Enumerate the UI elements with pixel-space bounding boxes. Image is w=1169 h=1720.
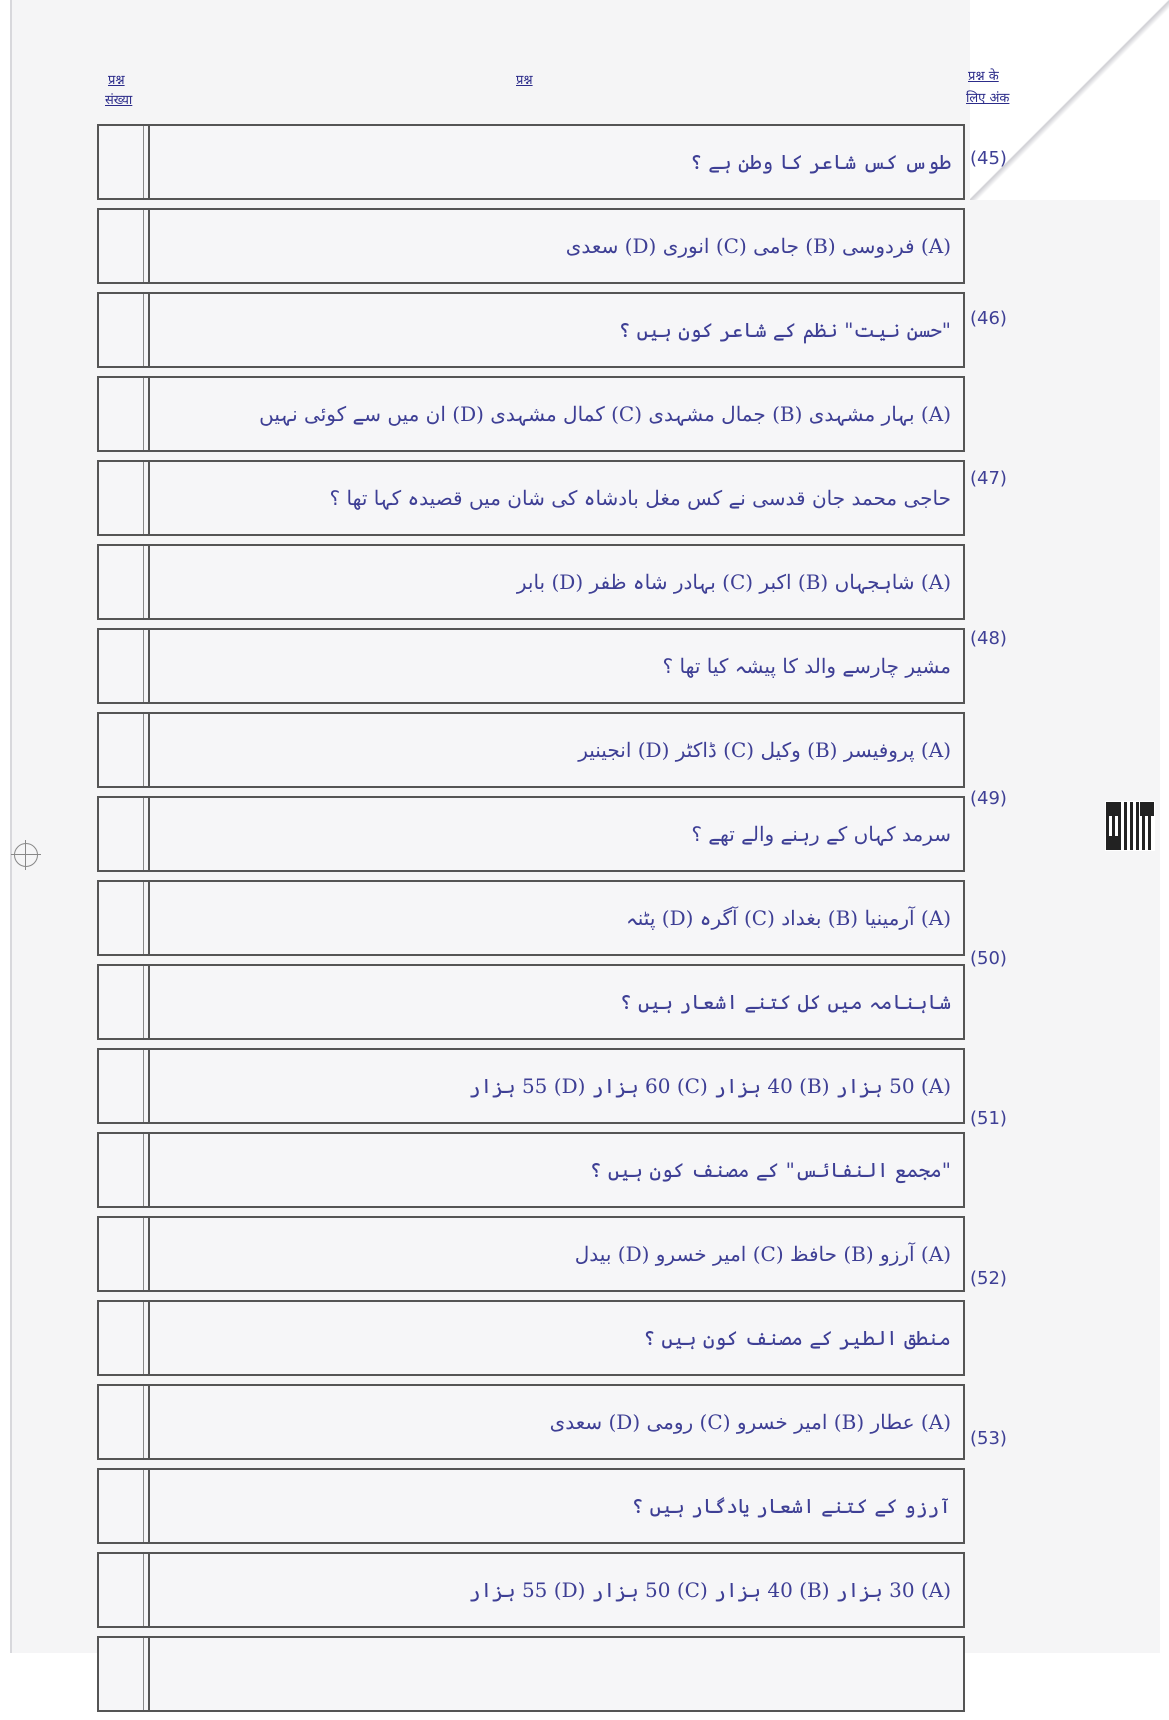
- header-marks-label: प्रश्न के: [968, 69, 999, 84]
- marks-cell: [99, 882, 150, 954]
- row-text: (A) فردوسی (B) جامی (C) انوری (D) سعدی: [565, 234, 951, 258]
- question-row: [97, 1216, 965, 1292]
- question-row: [97, 1300, 965, 1376]
- qr-code-icon: [1105, 801, 1155, 851]
- question-row: [97, 124, 965, 200]
- question-number: (49): [970, 788, 1007, 809]
- row-text: (A) بہار مشہدی (B) جمال مشہدی (C) کمال مشہدی (D) ان میں سے کوئی نہیں: [259, 402, 951, 426]
- row-text: [151, 1638, 963, 1710]
- row-text: (A) آرزو (B) حافظ (C) امیر خسرو (D) بیدل: [574, 1242, 951, 1266]
- marks-cell: [99, 1554, 150, 1626]
- row-text: (A) عطار (B) امیر خسرو (C) رومی (D) سعدی: [549, 1410, 951, 1434]
- question-row: [97, 292, 965, 368]
- marks-cell: [99, 966, 150, 1038]
- marks-cell: [99, 1470, 150, 1542]
- row-text: آرزو کے کتنے اشعار یادگار ہیں ؟: [631, 1494, 951, 1518]
- row-text: طوس کس شاعر کا وطن ہے ؟: [690, 150, 951, 174]
- header-question-number-label-2: संख्या: [105, 93, 133, 108]
- row-text: "حسن نیت" نظم کے شاعر کون ہیں ؟: [618, 318, 951, 342]
- question-row: [97, 628, 965, 704]
- question-row: [97, 1468, 965, 1544]
- row-text: سرمد کہاں کے رہنے والے تھے ؟: [691, 822, 951, 846]
- question-row: [97, 208, 965, 284]
- question-number: (46): [970, 308, 1007, 329]
- row-text: مشیر چارسے والد کا پیشہ کیا تھا ؟: [662, 654, 951, 678]
- question-row: [97, 964, 965, 1040]
- row-text: "مجمع النفائس" کے مصنف کون ہیں ؟: [589, 1158, 951, 1182]
- row-text: (A) 50 ہزار (B) 40 ہزار (C) 60 ہزار (D) 55 ہزار: [468, 1074, 951, 1098]
- header-marks-label-2: लिए अंक: [966, 91, 1010, 106]
- question-row: [97, 1552, 965, 1628]
- row-text: شاہنامہ میں کل کتنے اشعار ہیں ؟: [619, 990, 951, 1014]
- marks-cell: [99, 210, 150, 282]
- marks-cell: [99, 378, 150, 450]
- registration-mark-icon: [14, 843, 38, 867]
- marks-cell: [99, 630, 150, 702]
- marks-cell: [99, 462, 150, 534]
- marks-cell: [99, 1302, 150, 1374]
- question-row: [97, 1384, 965, 1460]
- question-grid: [97, 124, 965, 1720]
- row-text: (A) پروفیسر (B) وکیل (C) ڈاکٹر (D) انجینیر: [578, 738, 951, 762]
- row-text: منطق الطیر کے مصنف کون ہیں ؟: [643, 1326, 951, 1350]
- row-text: (A) 30 ہزار (B) 40 ہزار (C) 50 ہزار (D) 55 ہزار: [468, 1578, 951, 1602]
- question-row: [97, 1048, 965, 1124]
- question-row: [97, 1132, 965, 1208]
- question-row: [97, 796, 965, 872]
- marks-cell: [99, 546, 150, 618]
- question-number: (48): [970, 628, 1007, 649]
- question-number: (52): [970, 1268, 1007, 1289]
- marks-cell: [99, 1050, 150, 1122]
- header-question-label: प्रश्न: [516, 73, 533, 88]
- question-number: (50): [970, 948, 1007, 969]
- row-text: (A) شاہجہاں (B) اکبر (C) بہادر شاہ ظفر (D) بابر: [516, 570, 951, 594]
- marks-cell: [99, 126, 150, 198]
- question-row: [97, 880, 965, 956]
- marks-cell: [99, 1638, 150, 1710]
- question-row: [97, 1636, 965, 1712]
- question-number: (45): [970, 148, 1007, 169]
- question-number: (47): [970, 468, 1007, 489]
- marks-cell: [99, 798, 150, 870]
- marks-cell: [99, 1218, 150, 1290]
- marks-cell: [99, 714, 150, 786]
- header-question-number-label: प्रश्न: [108, 73, 125, 88]
- question-row: [97, 460, 965, 536]
- marks-cell: [99, 1134, 150, 1206]
- question-number: (51): [970, 1108, 1007, 1129]
- question-row: [97, 712, 965, 788]
- row-text: (A) آرمینیا (B) بغداد (C) آگرہ (D) پٹنہ: [626, 906, 951, 930]
- row-text: حاجی محمد جان قدسی نے کس مغل بادشاہ کی شان میں قصیدہ کہا تھا ؟: [329, 486, 951, 510]
- page-left-edge: [10, 0, 12, 1653]
- marks-cell: [99, 1386, 150, 1458]
- question-row: [97, 544, 965, 620]
- question-number: (53): [970, 1428, 1007, 1449]
- question-row: [97, 376, 965, 452]
- marks-cell: [99, 294, 150, 366]
